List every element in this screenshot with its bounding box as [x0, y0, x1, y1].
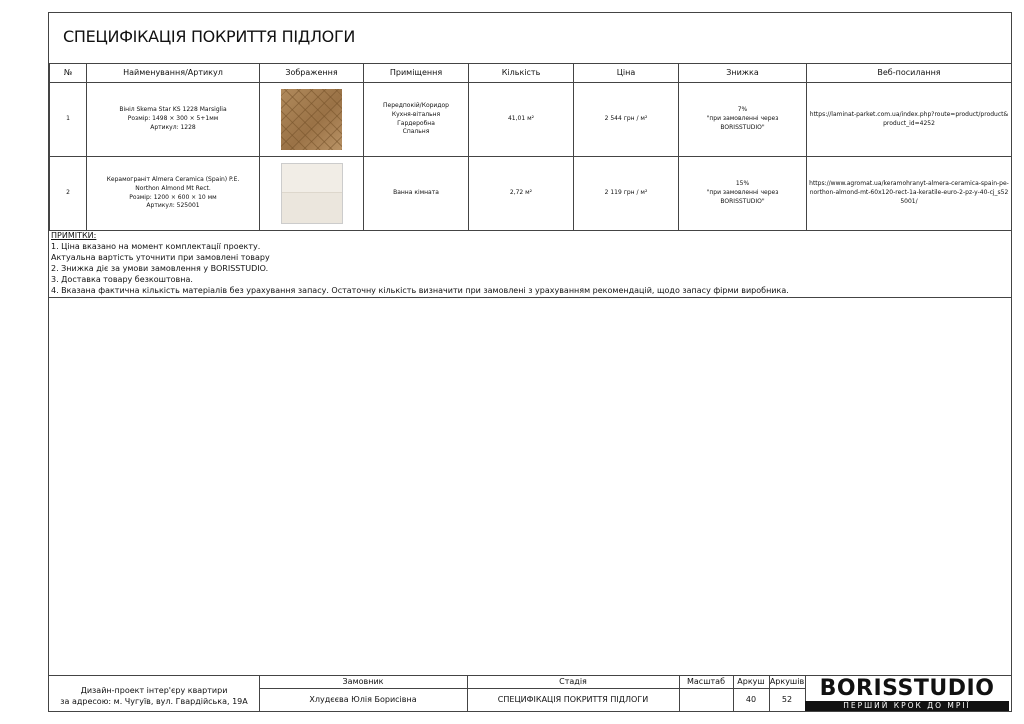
sheets-value: 52 [781, 695, 793, 704]
cell-image [260, 157, 364, 231]
col-header-number: № [50, 64, 87, 83]
article-line: Артикул: 1228 [150, 123, 196, 131]
room-line: Кухня-вітальня [391, 110, 441, 118]
stage-value: СПЕЦИФІКАЦІЯ ПОКРИТТЯ ПІДЛОГИ [497, 695, 649, 704]
cell-name [87, 157, 260, 231]
col-header-quantity: Кількість [469, 64, 574, 83]
size-line: Розмір: 1200 × 600 × 10 мм [129, 193, 217, 201]
stage-label: Стадія [559, 677, 587, 686]
note-line: 1. Ціна вказано на момент комплектації проекту. [51, 242, 261, 252]
scale-label: Масштаб [686, 677, 726, 686]
sheet-label: Аркуш [737, 677, 765, 686]
discount-percent: 15% [735, 180, 750, 188]
cell-discount [679, 157, 807, 231]
sheets-label: Аркушів [769, 677, 805, 686]
col-header-price: Ціна [574, 64, 679, 83]
cell-price: 2 119 грн / м² [574, 157, 679, 231]
table-header-row [50, 64, 1012, 83]
col-header-rooms: Приміщення [364, 64, 469, 83]
table-row [50, 83, 1012, 157]
cell-rooms [364, 83, 469, 157]
cell-price: 2 544 грн / м² [574, 83, 679, 157]
col-header-name: Найменування/Артикул [87, 64, 260, 83]
project-line: Дизайн-проект інтер'єру квартири [80, 686, 228, 695]
discount-percent: 7% [737, 106, 748, 114]
room-line: Ванна кімната [393, 189, 439, 197]
logo-tagline: ПЕРШИЙ КРОК ДО МРІЇ [805, 701, 1009, 711]
discount-note: "при замовленні через [706, 189, 779, 197]
cell-quantity: 2,72 м² [469, 157, 574, 231]
drawing-sheet [48, 12, 1012, 712]
sheet-value: 40 [745, 695, 757, 704]
customer-label: Замовник [342, 677, 384, 686]
note-line: 3. Доставка товару безкоштовна. [51, 275, 193, 285]
vinyl-oak-herringbone-image [281, 89, 342, 150]
table-row [50, 157, 1012, 231]
cell-number: 1 [50, 83, 87, 157]
project-description [49, 685, 259, 707]
col-header-discount: Знижка [679, 64, 807, 83]
article-line: Артикул: 525001 [146, 202, 200, 210]
product-link[interactable]: https://www.agromat.ua/keramohranyt-almera-ceramica-spain-pe-northon-almond-mt-60x120-rect-1a-keratile-euro-2-pz-y-40-cj_s525001/ [809, 180, 1009, 205]
note-line: 4. Вказана фактична кількість матеріалів без урахування запасу. Остаточну кількість визначити при замовлені з урахуванням рекомендацій, щодо запасу фірми виробника. [51, 286, 789, 296]
cell-quantity: 41,01 м² [469, 83, 574, 157]
cell-rooms [364, 157, 469, 231]
notes-block [51, 230, 789, 296]
name-line: Northon Almond Mt Rect. [135, 184, 211, 192]
page-title: СПЕЦИФІКАЦІЯ ПОКРИТТЯ ПІДЛОГИ [63, 27, 356, 46]
title-block [49, 675, 1011, 712]
cell-link [807, 83, 1012, 157]
room-line: Передпокій/Коридор [383, 102, 449, 110]
cell-discount [679, 83, 807, 157]
size-line: Розмір: 1498 × 300 × 5+1мм [127, 115, 219, 123]
project-address: за адресою: м. Чугуїв, вул. Гвардійська, 19А [60, 697, 248, 706]
divider [259, 688, 805, 689]
room-line: Гардеробна [397, 119, 435, 127]
name-line: Вініл Skema Star KS 1228 Marsiglia [119, 106, 227, 114]
room-line: Спальня [402, 128, 430, 136]
col-header-link: Веб-посилання [807, 64, 1012, 83]
notes-heading: ПРИМІТКИ: [51, 231, 97, 240]
cell-image [260, 83, 364, 157]
col-header-image: Зображення [260, 64, 364, 83]
cell-name [87, 83, 260, 157]
cell-link [807, 157, 1012, 231]
product-link[interactable]: https://laminat-parket.com.ua/index.php?route=product/product&product_id=4252 [809, 110, 1009, 127]
name-line: Керамограніт Almera Ceramica (Spain) P.E. [106, 176, 240, 184]
specification-table [49, 63, 1012, 231]
porcelain-tile-image [281, 163, 343, 224]
note-line: Актуальна вартість уточнити при замовлені товару [51, 253, 270, 263]
logo-name: BORISSTUDIO [819, 676, 995, 701]
discount-note: BORISSTUDIO" [720, 123, 765, 131]
borisstudio-logo [805, 678, 1009, 710]
note-line: 2. Знижка діє за умови замовлення у BORISSTUDIO. [51, 264, 269, 274]
discount-note: "при замовленні через [706, 115, 779, 123]
discount-note: BORISSTUDIO" [720, 197, 765, 205]
cell-number: 2 [50, 157, 87, 231]
customer-value: Хлудєєва Юлія Борисівна [309, 695, 417, 704]
notes-divider [49, 297, 1011, 298]
